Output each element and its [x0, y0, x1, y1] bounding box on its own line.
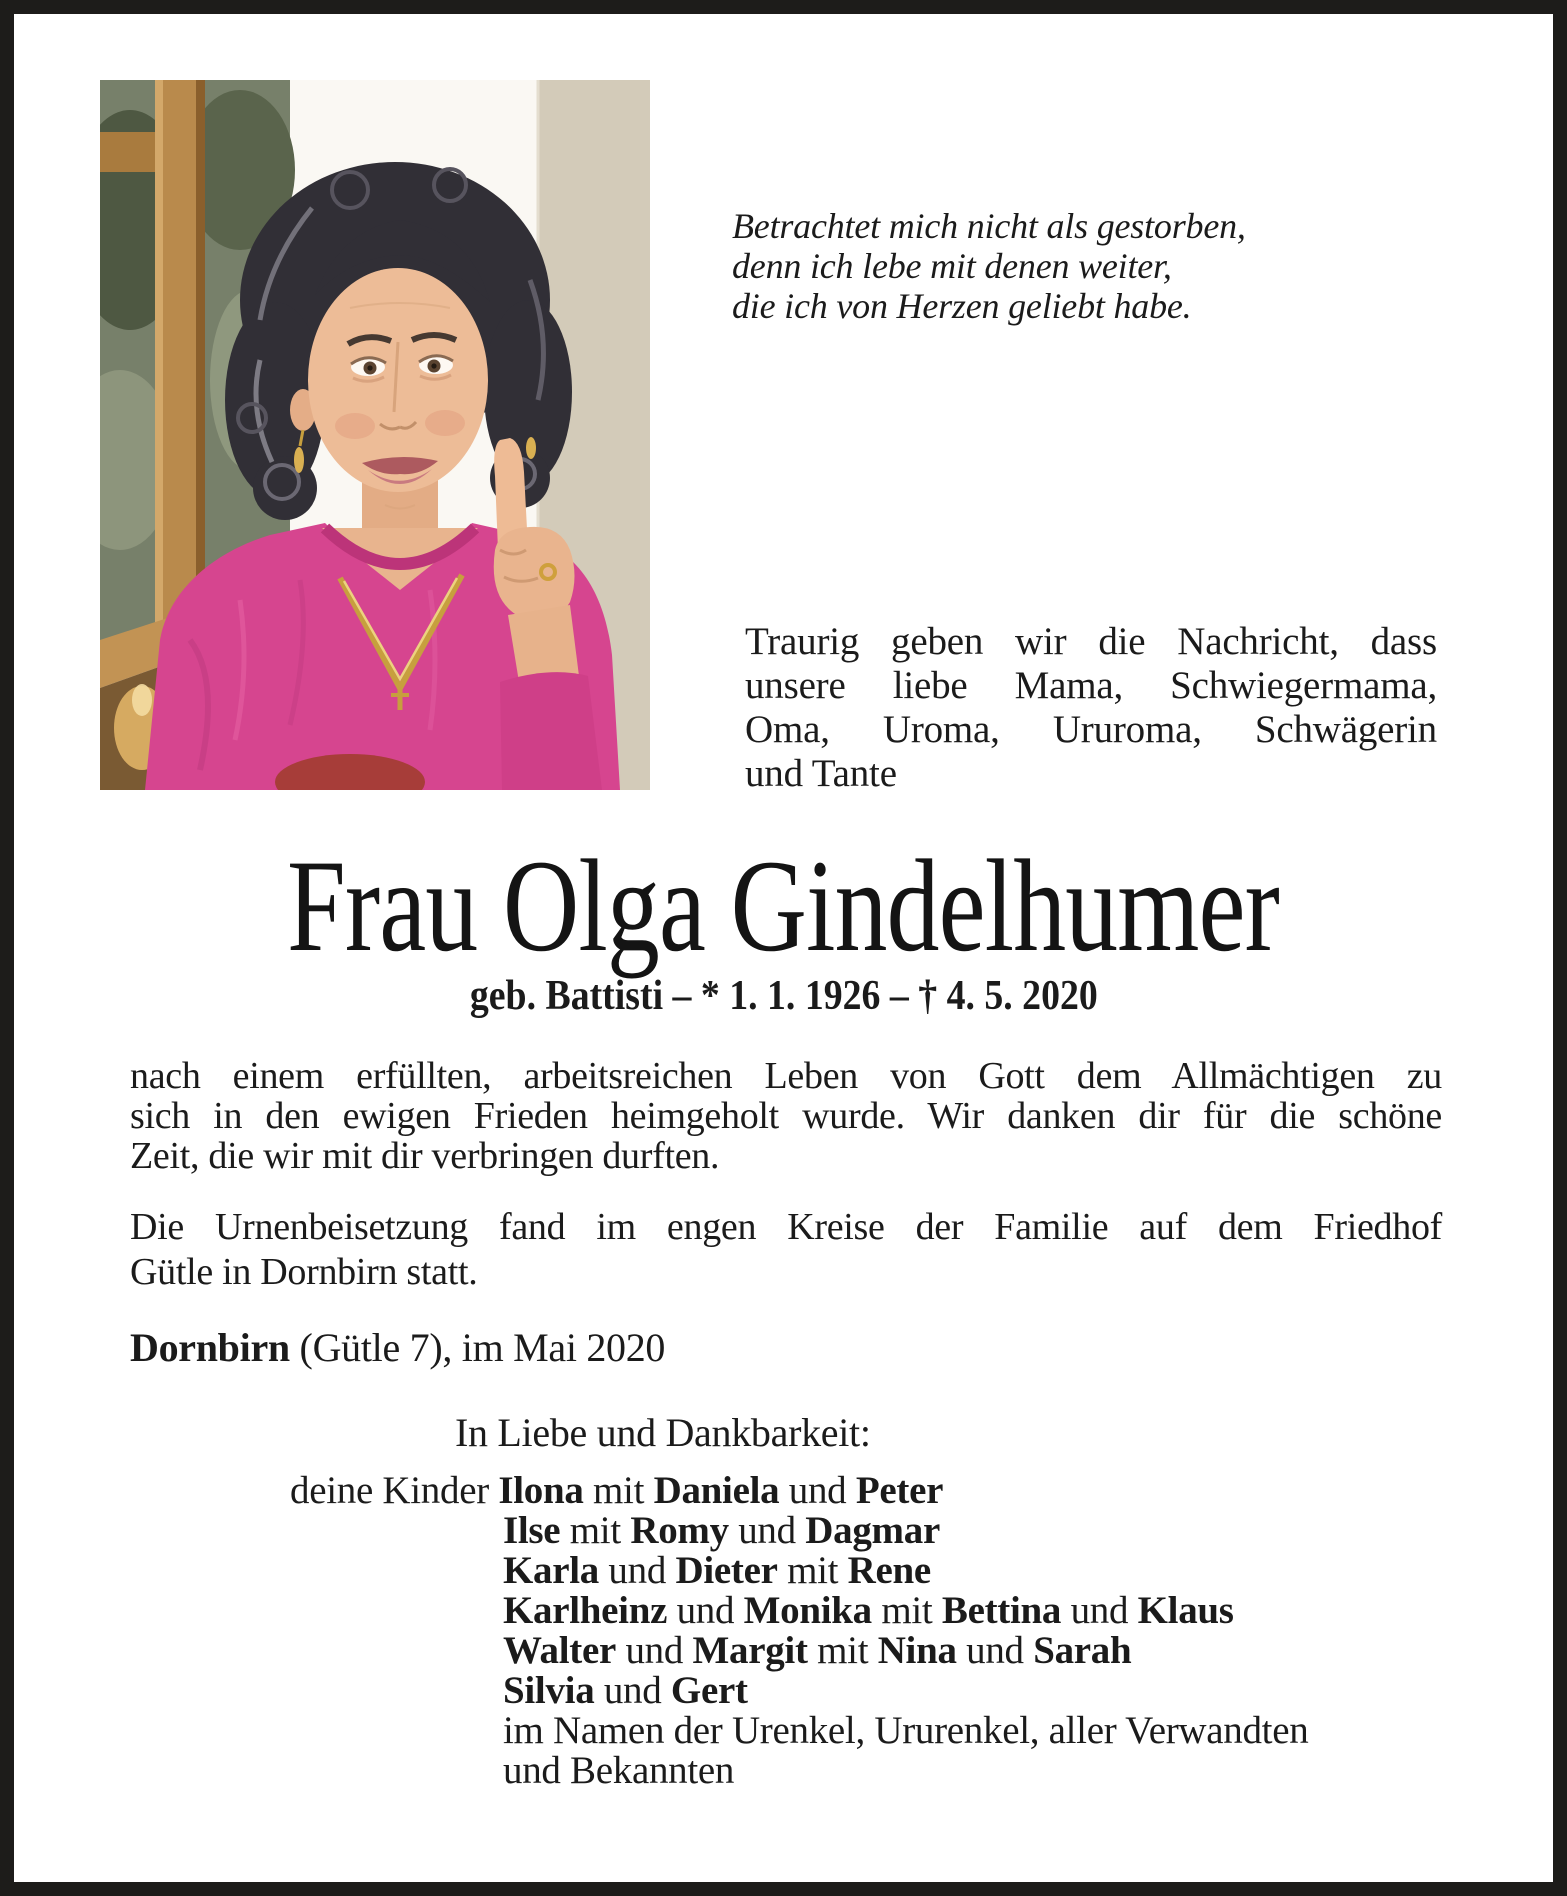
family-line: deine Kinder Ilona mit Daniela und Peter	[290, 1469, 944, 1512]
announcement-line: Traurig geben wir die Nachricht, dass	[745, 620, 1437, 663]
paragraph-line: Die Urnenbeisetzung fand im engen Kreise der Familie auf dem Friedhof	[130, 1206, 1442, 1248]
birth-death-line	[0, 972, 1567, 1020]
sleeve	[500, 672, 602, 790]
memorial-quote	[732, 206, 1312, 326]
announcement-line: Oma, Uroma, Ururoma, Schwägerin	[745, 708, 1437, 751]
quote-line: denn ich lebe mit denen weiter,	[732, 246, 1172, 286]
paragraph-line: Zeit, die wir mit dir verbringen durften.	[130, 1135, 720, 1177]
portrait-photo	[100, 80, 650, 790]
obituary-paragraph	[130, 1056, 1442, 1176]
burial-paragraph	[130, 1205, 1442, 1295]
dateline	[130, 1324, 665, 1371]
family-line: Karla und Dieter mit Rene	[503, 1549, 931, 1592]
family-line: Walter und Margit mit Nina und Sarah	[503, 1629, 1132, 1672]
family-line: und Bekannten	[503, 1749, 735, 1792]
announcement-line: unsere liebe Mama, Schwiegermama,	[745, 664, 1437, 707]
birth-death-dates: geb. Battisti – * 1. 1. 1926 – † 4. 5. 2020	[469, 973, 1098, 1019]
deceased-name-heading	[0, 832, 1567, 979]
closing-intro: In Liebe und Dankbarkeit:	[455, 1410, 871, 1455]
family-line: Silvia und Gert	[503, 1669, 748, 1712]
paragraph-line: sich in den ewigen Frieden heimgeholt wurde. Wir danken dir für die schöne	[130, 1095, 1442, 1137]
dateline-line: Dornbirn (Gütle 7), im Mai 2020	[130, 1325, 666, 1370]
quote-line: Betrachtet mich nicht als gestorben,	[732, 206, 1246, 246]
announcement-line: und Tante	[745, 752, 897, 795]
paragraph-line: Gütle in Dornbirn statt.	[130, 1251, 478, 1293]
family-line: Karlheinz und Monika mit Bettina und Klaus	[503, 1589, 1234, 1632]
deceased-name: Frau Olga Gindelhumer	[287, 832, 1280, 979]
paragraph-line: nach einem erfüllten, arbeitsreichen Leben von Gott dem Allmächtigen zu	[130, 1055, 1442, 1097]
announcement-text	[745, 620, 1437, 796]
family-line: Ilse mit Romy und Dagmar	[503, 1509, 940, 1552]
family-line: im Namen der Urenkel, Ururenkel, aller Verwandten	[503, 1709, 1309, 1752]
quote-line: die ich von Herzen geliebt habe.	[732, 286, 1192, 326]
family-names-list	[290, 1469, 1463, 1792]
gold-earring-right	[526, 437, 536, 459]
